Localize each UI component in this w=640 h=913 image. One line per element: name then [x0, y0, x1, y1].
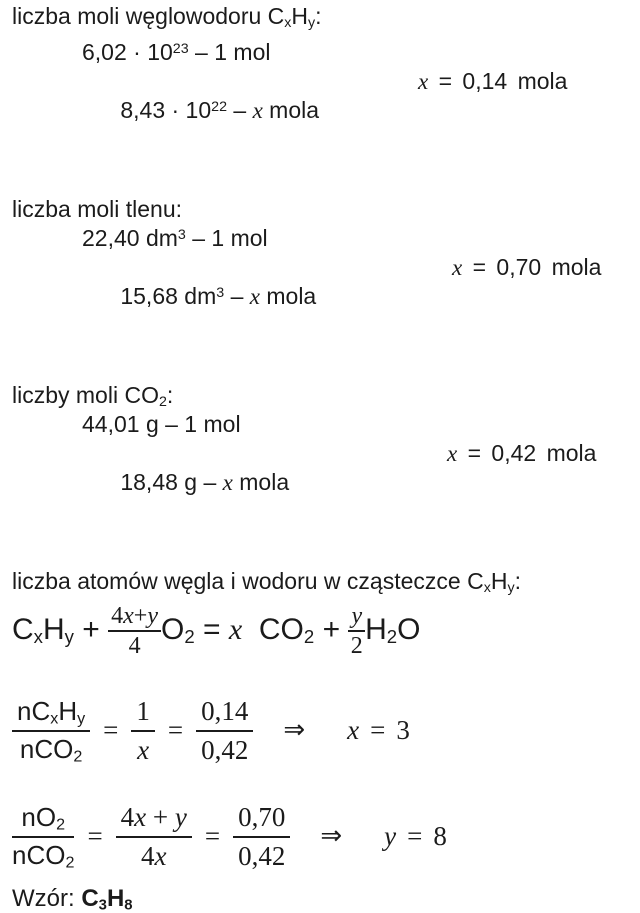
proportion-line-1: 44,01 g – 1 mol	[82, 411, 241, 437]
answer-x-oxygen: x = 0,70 mola	[452, 254, 602, 280]
section-oxygen-moles	[12, 195, 636, 369]
section-atom-count	[12, 567, 636, 662]
answer-x-hydrocarbon: x = 0,14 mola	[418, 68, 568, 94]
section-hydrocarbon-moles	[12, 2, 636, 183]
proportion-line-2	[12, 67, 636, 183]
proportion-line-2	[12, 253, 636, 369]
proportion-line-1: 22,40 $dm^3 - 1$ mol	[82, 225, 268, 251]
section-co2-moles	[12, 381, 636, 555]
section-heading-atoms: liczba atomów węgla i wodoru w cząsteczce $C_xH_y$:	[12, 568, 521, 597]
combustion-reaction-equation: $C_xH_y$ + $\frac{4x+y}{4}$ $O_2 = x$ $CO_2$ + $\frac{y}{2}$ $H_2O$	[12, 602, 421, 660]
proportion-line-2-text: 18,48 g – x mola	[120, 469, 290, 495]
answer-x-co2: x = 0,42 mola	[447, 440, 597, 466]
ratio-equation-y: $\frac{nO_2}{nCO_2}$ = $\frac{4x + y}{4x}$ = $\frac{0,70}{0,42}$ ⇒ y = 8	[12, 802, 447, 872]
ratio-equation-x: $\frac{nC_xH_y}{nCO_2}$ = $\frac{1}{x}$ = $\frac{0,14}{0,42}$ ⇒ x = 3	[12, 694, 636, 766]
section-heading-co2: liczby moli $CO_2$:	[12, 382, 174, 411]
molecular-formula-result: Wzór: $C_3H_8$	[12, 885, 133, 913]
proportion-line-2	[12, 439, 636, 555]
proportion-line-1: $6,02 \cdot 10^{23} - 1$ mol	[82, 39, 271, 65]
section-heading-oxygen: liczba moli tlenu:	[12, 196, 183, 222]
proportion-line-2-text: $8,43 \cdot 10^{22} - x$ mola	[120, 97, 320, 123]
section-heading-hydrocarbon: liczba moli węglowodoru $C_xH_y$:	[12, 3, 322, 32]
proportion-line-2-text: 15,68 $dm^3$ – x mola	[120, 283, 317, 309]
